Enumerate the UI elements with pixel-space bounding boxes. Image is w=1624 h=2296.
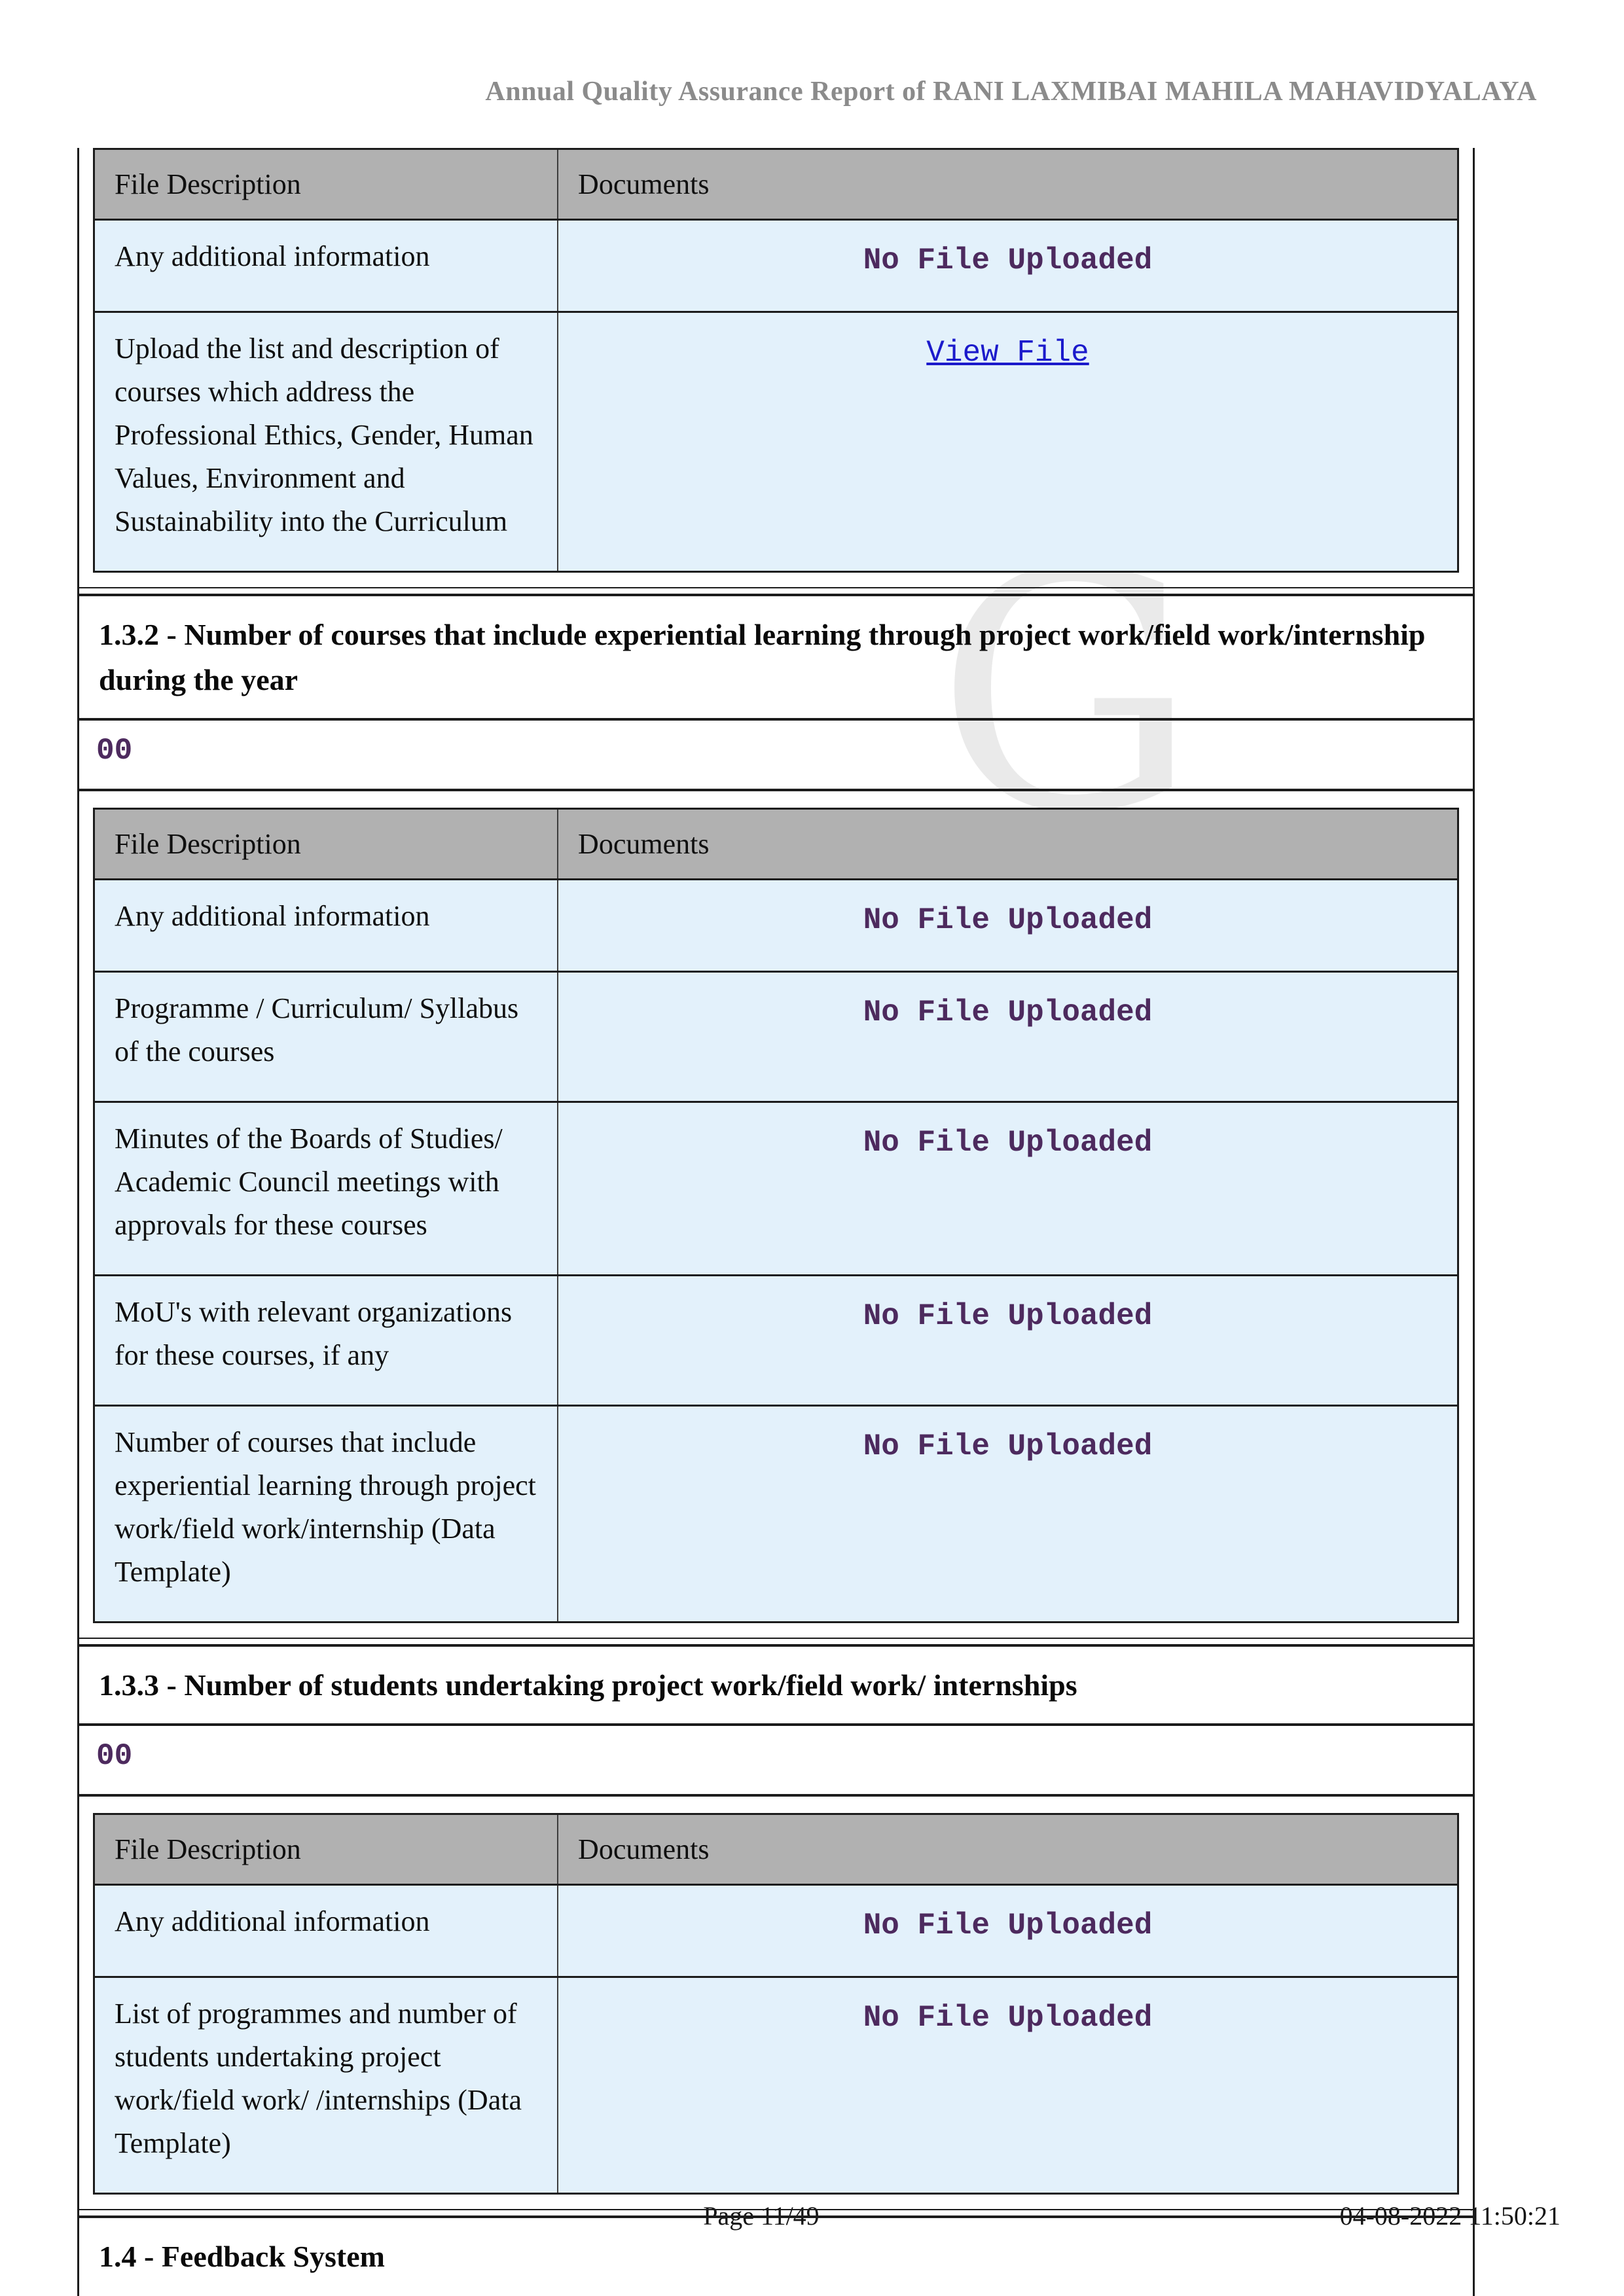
no-file-uploaded-text: No File Uploaded: [863, 1126, 1153, 1160]
file-description-cell: Any additional information: [115, 900, 430, 932]
documents-cell: [558, 1102, 1458, 1276]
no-file-uploaded-text: No File Uploaded: [863, 1909, 1153, 1943]
column-header-documents: Documents: [558, 809, 1458, 880]
table-row: [94, 312, 1458, 572]
page-number: Page 11/49: [703, 2201, 820, 2231]
documents-cell: [558, 972, 1458, 1102]
section-value-1-3-2: 00: [79, 721, 1473, 791]
no-file-uploaded-text: No File Uploaded: [863, 1429, 1153, 1463]
file-documents-table-2: [93, 808, 1459, 1623]
watermark-letter: G: [936, 503, 1198, 884]
column-header-file-description: File Description: [94, 149, 558, 220]
table-row: [94, 1102, 1458, 1276]
table-row: [94, 972, 1458, 1102]
table-row: [94, 1977, 1458, 2194]
table-row: [94, 1406, 1458, 1623]
footer-datetime: 04-08-2022 11:50:21: [1339, 2201, 1561, 2231]
table-row: [94, 220, 1458, 312]
column-header-file-description: File Description: [94, 1814, 558, 1885]
no-file-uploaded-text: No File Uploaded: [863, 1299, 1153, 1333]
table-segment-1: [79, 148, 1473, 588]
documents-cell: [558, 1885, 1458, 1977]
table-header-row: [94, 149, 1458, 220]
table-row: [94, 1885, 1458, 1977]
documents-cell: [558, 312, 1458, 572]
document-header-title: Annual Quality Assurance Report of RANI LAXMIBAI MAHILA MAHAVIDYALAYA: [485, 77, 1537, 107]
file-description-cell: List of programmes and number of students undertaking project work/field work/ /internships (Data Template): [94, 1977, 558, 2194]
file-description-cell: Upload the list and description of courses which address the Professional Ethics, Gender, Human Values, Environment and Sustainability into the Curriculum: [94, 312, 558, 572]
view-file-link[interactable]: View File: [926, 336, 1089, 370]
table-row: [94, 1276, 1458, 1406]
no-file-uploaded-text: No File Uploaded: [863, 243, 1153, 278]
table-header-row: [94, 809, 1458, 880]
documents-cell: [558, 880, 1458, 972]
section-heading-1-3-2: 1.3.2 - Number of courses that include experiential learning through project work/field work/internship during the year: [79, 594, 1473, 721]
file-description-cell: Any additional information: [115, 1905, 430, 1937]
file-description-cell: Minutes of the Boards of Studies/ Academic Council meetings with approvals for these courses: [94, 1102, 558, 1276]
file-description-cell: Programme / Curriculum/ Syllabus of the courses: [94, 972, 558, 1102]
report-body: [77, 148, 1475, 2296]
table-header-row: [94, 1814, 1458, 1885]
documents-cell: [558, 1977, 1458, 2194]
section-heading-1-4: 1.4 - Feedback System: [79, 2215, 1473, 2296]
no-file-uploaded-text: No File Uploaded: [863, 903, 1153, 937]
file-description-cell: MoU's with relevant organizations for these courses, if any: [94, 1276, 558, 1406]
documents-cell: [558, 1276, 1458, 1406]
file-documents-table-1: [93, 148, 1459, 573]
section-value-1-3-3: 00: [79, 1726, 1473, 1797]
file-description-cell: Any additional information: [115, 240, 430, 272]
documents-cell: [558, 1406, 1458, 1623]
table-segment-3: [79, 1797, 1473, 2210]
table-segment-2: [79, 791, 1473, 1639]
file-documents-table-3: [93, 1813, 1459, 2195]
no-file-uploaded-text: No File Uploaded: [863, 996, 1153, 1030]
section-heading-1-3-3: 1.3.3 - Number of students undertaking project work/field work/ internships: [79, 1644, 1473, 1726]
column-header-documents: Documents: [558, 1814, 1458, 1885]
column-header-documents: Documents: [558, 149, 1458, 220]
file-description-cell: Number of courses that include experiential learning through project work/field work/internship (Data Template): [94, 1406, 558, 1623]
column-header-file-description: File Description: [94, 809, 558, 880]
no-file-uploaded-text: No File Uploaded: [863, 2001, 1153, 2035]
documents-cell: [558, 220, 1458, 312]
table-row: [94, 880, 1458, 972]
